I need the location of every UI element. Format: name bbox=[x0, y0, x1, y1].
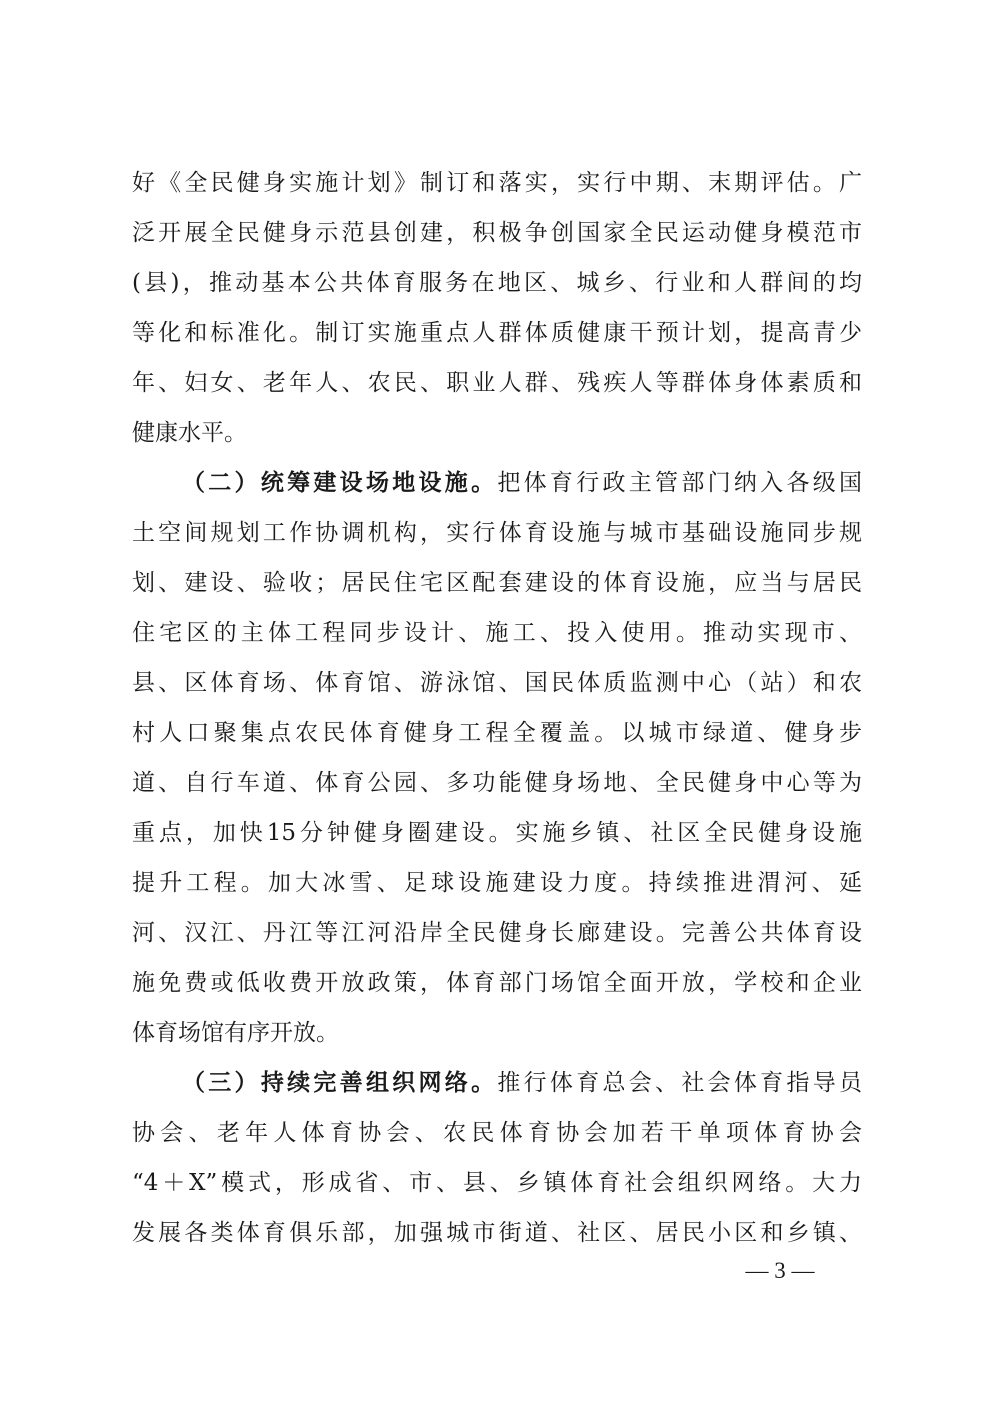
text-line: 提升工程。加大冰雪、足球设施建设力度。持续推进渭河、延 bbox=[132, 870, 862, 896]
text-line: 村人口聚集点农民体育健身工程全覆盖。以城市绿道、健身步 bbox=[132, 720, 862, 746]
text-line: 泛开展全民健身示范县创建，积极争创国家全民运动健身模范市 bbox=[132, 220, 862, 246]
text-line: 河、汉江、丹江等江河沿岸全民健身长廊建设。完善公共体育设 bbox=[132, 920, 862, 946]
text-line: “4＋X”模式，形成省、市、县、乡镇体育社会组织网络。大力 bbox=[132, 1170, 862, 1196]
section-heading: （二）统筹建设场地设施。 bbox=[182, 469, 498, 496]
section-heading: （三）持续完善组织网络。 bbox=[182, 1069, 498, 1096]
text-span: 把体育行政主管部门纳入各级国 bbox=[497, 470, 863, 496]
text-line: 施免费或低收费开放政策，体育部门场馆全面开放，学校和企业 bbox=[132, 970, 862, 996]
section-2-first-line bbox=[182, 468, 862, 498]
text-line: 健康水平。 bbox=[132, 420, 247, 446]
text-line: 重点，加快15分钟健身圈建设。实施乡镇、社区全民健身设施 bbox=[132, 820, 862, 846]
text-line: 土空间规划工作协调机构，实行体育设施与城市基础设施同步规 bbox=[132, 520, 862, 546]
text-line: 住宅区的主体工程同步设计、施工、投入使用。推动实现市、 bbox=[132, 620, 862, 646]
page-number: — 3 — bbox=[745, 1258, 815, 1283]
text-line: 好《全民健身实施计划》制订和落实，实行中期、末期评估。广 bbox=[132, 170, 862, 196]
section-3-first-line bbox=[182, 1068, 862, 1098]
text-line: 体育场馆有序开放。 bbox=[132, 1020, 339, 1046]
text-line: 协会、老年人体育协会、农民体育协会加若干单项体育协会 bbox=[132, 1120, 862, 1146]
text-line: 年、妇女、老年人、农民、职业人群、残疾人等群体身体素质和 bbox=[132, 370, 862, 396]
text-line: 县、区体育场、体育馆、游泳馆、国民体质监测中心（站）和农 bbox=[132, 670, 862, 696]
text-line: 道、自行车道、体育公园、多功能健身场地、全民健身中心等为 bbox=[132, 770, 862, 796]
text-span: 推行体育总会、社会体育指导员 bbox=[497, 1070, 863, 1096]
text-line: 等化和标准化。制订实施重点人群体质健康干预计划，提高青少 bbox=[132, 320, 862, 346]
text-line: 划、建设、验收；居民住宅区配套建设的体育设施，应当与居民 bbox=[132, 570, 862, 596]
text-line: 发展各类体育俱乐部，加强城市街道、社区、居民小区和乡镇、 bbox=[132, 1220, 862, 1246]
text-line: (县)，推动基本公共体育服务在地区、城乡、行业和人群间的均 bbox=[132, 270, 862, 296]
